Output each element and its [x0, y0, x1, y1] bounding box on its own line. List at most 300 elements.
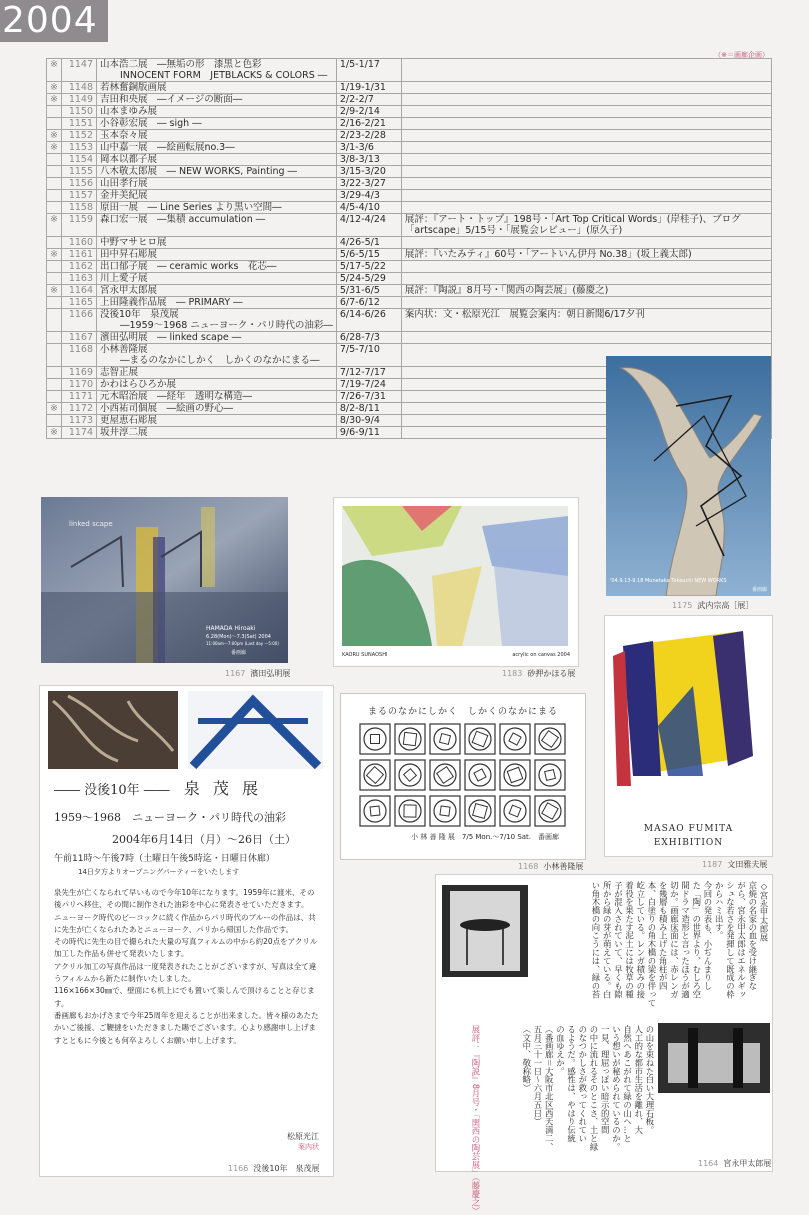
exhibition-title: [97, 202, 337, 214]
exhibition-note: 案内状：文・松原光江 展覧会案内：朝日新聞6/17夕刊: [401, 309, 771, 332]
title-text: 志智正展: [100, 367, 139, 378]
exhibition-title: [97, 367, 337, 379]
exhibition-dates: 3/15-3/20: [336, 166, 401, 178]
exhibition-number: 1168: [62, 344, 97, 367]
exhibition-note: [401, 202, 771, 214]
title-text: 小林善隆展: [100, 344, 148, 355]
grid-circle: [469, 728, 491, 750]
gallery-mark: ※: [47, 214, 62, 237]
gallery-mark: ※: [47, 249, 62, 261]
exhibition-title: [97, 249, 337, 261]
flyer-party: 14日夕方よりオープニングパーティーをいたします: [78, 868, 240, 876]
exhibition-number: 1155: [62, 166, 97, 178]
hamada-time: 11:00am〜7:00pm (Last day 〜5:00): [206, 641, 279, 646]
caption-text: 武内宗高［展］: [697, 601, 754, 610]
linked-scape-title: linked scape: [69, 520, 113, 528]
grid-inner-square: [440, 806, 450, 816]
kobayashi-flyer: [340, 693, 586, 860]
exhibition-note: [401, 154, 771, 166]
exhibition-dates: 4/5-4/10: [336, 202, 401, 214]
review-column: 人工的な都市生活を離れ、大: [633, 1025, 644, 1135]
review-column: 京焼の名家の血を受け継ぎな: [747, 881, 758, 991]
grid-circle: [364, 800, 386, 822]
caption-text: 没後10年 泉茂展: [253, 1164, 320, 1173]
review-column: からハミ出す。: [714, 881, 725, 940]
exhibition-dates: 9/6-9/11: [336, 427, 401, 439]
table-row: [47, 273, 772, 285]
exhibition-dates: 6/14-6/26: [336, 309, 401, 332]
exhibition-dates: 7/26-7/31: [336, 391, 401, 403]
title-text: 出口郁子展 ― ceramic works 花芯―: [100, 261, 277, 272]
flyer-heading-pre: ―― 没後10年 ――: [54, 783, 170, 798]
caption-number: 1166: [228, 1164, 249, 1173]
exhibition-number: 1161: [62, 249, 97, 261]
exhibition-note: [401, 190, 771, 202]
exhibition-dates: 2/9-2/14: [336, 106, 401, 118]
table-row: [47, 202, 772, 214]
exhibition-number: 1150: [62, 106, 97, 118]
photo-takeuchi: [606, 356, 771, 596]
exhibition-number: 1158: [62, 202, 97, 214]
title-text: 吉田和央展 ―イメージの断面―: [100, 94, 243, 105]
table-row: [47, 142, 772, 154]
gallery-mark: [47, 415, 62, 427]
gallery-mark: [47, 178, 62, 190]
exhibition-title: [97, 154, 337, 166]
review-column: 本、白塗りの角木橋の梁を伴って: [647, 881, 657, 1007]
exhibition-title: [97, 415, 337, 427]
exhibition-note: [401, 261, 771, 273]
exhibition-title: [97, 332, 337, 344]
exhibition-dates: 5/17-5/22: [336, 261, 401, 273]
exhibition-title: [97, 94, 337, 106]
review-column: い角木橋の向こうには、緑の苔: [591, 881, 601, 999]
title-text: 上田隆義作品展 ― PRIMARY ―: [100, 297, 243, 308]
izumi-flyer: [39, 685, 334, 1177]
flyer-date: 2004年6月14日（月）〜26日（土）: [112, 833, 296, 846]
exhibition-note: [401, 82, 771, 94]
title-text: 森口宏一展 ―集積 accumulation ―: [100, 214, 266, 225]
kobayashi-title: まるのなかにしかく しかくのなかにまる: [367, 707, 558, 717]
caption-1168: [518, 861, 583, 872]
grid-circle: [399, 764, 421, 786]
grid-circle: [399, 800, 421, 822]
grid-circle: [504, 764, 526, 786]
exhibition-note: [401, 118, 771, 130]
grid-circle: [469, 764, 491, 786]
review-column: 間ドラマ造形と言ったほうが適: [680, 881, 691, 999]
gallery-mark: [47, 106, 62, 118]
exhibition-dates: 3/8-3/13: [336, 154, 401, 166]
table-row: [47, 309, 772, 332]
exhibition-title: [97, 344, 337, 367]
review-credit: 展評：『陶説』8月号・「関西の陶芸展」（藤慶之）: [471, 1025, 481, 1215]
exhibition-title: [97, 403, 337, 415]
exhibition-dates: 5/31-6/5: [336, 285, 401, 297]
exhibition-title: [97, 142, 337, 154]
exhibition-dates: 1/5-1/17: [336, 59, 401, 82]
table-row: [47, 285, 772, 297]
table-row: [47, 190, 772, 202]
photo-fumita: [604, 615, 773, 857]
gallery-mark: ※: [47, 142, 62, 154]
title-text: 玉本奈々展: [100, 130, 148, 141]
title-text: 川上愛子展: [100, 273, 148, 284]
flyer-paragraph: アクリル加工の写真作品は一度発表されたことがございますが、写真は全て違うフィルムから新たに制作いたしました。: [54, 961, 317, 984]
review-column: 切か。画廊床面には、赤レンガ: [669, 881, 680, 999]
exhibition-dates: 3/1-3/6: [336, 142, 401, 154]
title-sub: INNOCENT FORM JETBLACKS & COLORS ―: [120, 70, 328, 81]
exhibition-dates: 4/12-4/24: [336, 214, 401, 237]
title-text: 没後10年 泉茂展: [100, 309, 179, 320]
grid-circle: [504, 800, 526, 822]
caption-text: 小林善隆展: [543, 862, 584, 871]
takeuchi-gallery: 番画廊: [751, 587, 767, 593]
exhibition-number: 1152: [62, 130, 97, 142]
exhibition-number: 1170: [62, 379, 97, 391]
exhibition-dates: 5/24-5/29: [336, 273, 401, 285]
grid-circle: [539, 764, 561, 786]
gallery-mark: [47, 166, 62, 178]
title-sub: ―まるのなかにしかく しかくのなかにまる―: [120, 355, 320, 366]
exhibition-dates: 2/16-2/21: [336, 118, 401, 130]
review-column: 自然へあこがれて緑の山へ…と: [622, 1025, 633, 1143]
grid-inner-square: [404, 769, 417, 782]
grid-inner-square: [371, 735, 380, 744]
exhibition-note: [401, 297, 771, 309]
grid-circle: [434, 728, 456, 750]
caption-number: 1183: [502, 669, 523, 678]
table-row: [47, 106, 772, 118]
gallery-mark: [47, 261, 62, 273]
grid-inner-square: [542, 731, 559, 748]
exhibition-dates: 6/7-6/12: [336, 297, 401, 309]
review-column: シュな若さを発揮して既成の枠: [725, 881, 736, 999]
grid-inner-square: [367, 767, 384, 784]
exhibition-number: 1171: [62, 391, 97, 403]
exhibition-title: [97, 214, 337, 237]
flyer-body: [54, 887, 322, 1047]
review-column: の中に流れるそのとこさ、土と緑: [589, 1025, 599, 1151]
gallery-mark: [47, 332, 62, 344]
review-column: の血ゆえか。: [555, 1025, 566, 1076]
exhibition-number: 1174: [62, 427, 97, 439]
review-column: （文中、敬称略）: [521, 1025, 532, 1093]
title-text: 更屋恵石彫展: [100, 415, 158, 426]
grid-circle: [504, 728, 526, 750]
exhibition-title: [97, 118, 337, 130]
table-row: [47, 118, 772, 130]
gallery-mark: ※: [47, 285, 62, 297]
grid-inner-square: [404, 805, 416, 817]
gallery-mark: [47, 379, 62, 391]
exhibition-dates: 3/29-4/3: [336, 190, 401, 202]
grid-circle: [434, 800, 456, 822]
exhibition-title: [97, 261, 337, 273]
exhibition-dates: 5/6-5/15: [336, 249, 401, 261]
exhibition-title: [97, 297, 337, 309]
flyer-subtitle: 1959〜1968 ニューヨーク・パリ時代の油彩: [54, 811, 286, 824]
flyer-paragraph: 泉先生が亡くなられて早いもので今年10年になります。1959年に渡米、その後パリへ移住、その間に制作された油彩を中心に発表させていただきます。: [54, 888, 315, 910]
exhibition-note: 展評：『アート・トップ』198号・「Art Top Critical Words」(岸桂子)、ブログ「artscape」5/15号・「展覧会レビュー」(原久子): [401, 214, 771, 237]
exhibition-title: [97, 391, 337, 403]
caption-1187: [702, 859, 767, 870]
caption-number: 1167: [225, 669, 246, 678]
title-text: かわはらひろか展: [100, 379, 177, 390]
gallery-mark: ※: [47, 403, 62, 415]
review-column: 着役を果たす泥土には牧草の種: [624, 881, 635, 999]
gallery-mark: [47, 344, 62, 367]
exhibition-number: 1156: [62, 178, 97, 190]
exhibition-note: [401, 106, 771, 118]
exhibition-number: 1163: [62, 273, 97, 285]
exhibition-title: [97, 273, 337, 285]
table-row: [47, 154, 772, 166]
gallery-mark: ※: [47, 130, 62, 142]
year-label: 2004: [2, 0, 98, 41]
caption-text: 砂押かほる展: [527, 669, 576, 678]
exhibition-title: [97, 285, 337, 297]
flyer-paragraph: 116×166×30㎜で、壁面にも机上にでも置いて楽しんで頂けることと存じます。: [54, 986, 315, 1008]
review-column: 屹立している。レンガ積みの接: [635, 881, 646, 999]
exhibition-title: [97, 59, 337, 82]
photo-sunaoshi: [333, 497, 579, 667]
exhibition-note: [401, 142, 771, 154]
review-column: るようだ。感性は、やはり伝統: [566, 1025, 577, 1143]
exhibition-dates: 1/19-1/31: [336, 82, 401, 94]
legend-note: （※＝画廊企画）: [714, 51, 769, 59]
exhibition-number: 1159: [62, 214, 97, 237]
review-column: 一見、理屈っぽい暗示的空間: [600, 1025, 611, 1135]
exhibition-number: 1149: [62, 94, 97, 106]
caption-1166: [228, 1163, 320, 1174]
grid-circle: [364, 728, 386, 750]
exhibition-number: 1151: [62, 118, 97, 130]
table-row: [47, 94, 772, 106]
review-column: （番画廊＝大阪市北区西天満二、: [544, 1025, 555, 1151]
gallery-mark: [47, 202, 62, 214]
exhibition-number: 1148: [62, 82, 97, 94]
exhibition-number: 1164: [62, 285, 97, 297]
grid-circle: [399, 728, 421, 750]
exhibition-title: [97, 106, 337, 118]
review-column: ◇宮永甲太郎展: [759, 881, 769, 942]
caption-number: 1168: [518, 862, 539, 871]
exhibition-title: [97, 309, 337, 332]
table-row: [47, 249, 772, 261]
exhibition-title: [97, 166, 337, 178]
gallery-mark: [47, 237, 62, 249]
grid-inner-square: [545, 770, 556, 781]
review-column: の山を束ねた白い大理石板。: [645, 1025, 655, 1135]
flyer-images: [48, 691, 323, 769]
exhibition-number: 1166: [62, 309, 97, 332]
exhibition-note: [401, 59, 771, 82]
title-sub: ―1959〜1968 ニューヨーク・パリ時代の油彩―: [120, 320, 333, 331]
title-text: 若林奮銅版画展: [100, 82, 167, 93]
title-text: 小西祐司個展 ―絵画の野心―: [100, 403, 234, 414]
review-column: を幾層も積み上げた角柱が四: [658, 881, 669, 991]
gallery-mark: [47, 391, 62, 403]
fumita-title-1: MASAO FUMITA: [643, 824, 734, 834]
signature-name: 松原光江: [287, 1132, 319, 1141]
takeuchi-text: '04.9.13-9.18 Munetaka Takeuchi NEW WORKS: [610, 578, 727, 584]
exhibition-number: 1153: [62, 142, 97, 154]
exhibition-number: 1154: [62, 154, 97, 166]
review-column: た「陶」の世界より、むしろ空: [691, 881, 702, 999]
grid-inner-square: [437, 767, 454, 784]
exhibition-dates: 7/12-7/17: [336, 367, 401, 379]
title-text: 宮永甲太郎展: [100, 285, 158, 296]
gallery-mark: [47, 309, 62, 332]
gallery-mark: ※: [47, 427, 62, 439]
sculpture-image: [606, 356, 771, 596]
flyer-paragraph: その時代に先生の目で撮られた大量の写真フィルムの中から約20点をアクリル加工した作品も併せて発表いたします。: [54, 937, 318, 959]
title-text: 元木昭治展 ―経年 透明な構造―: [100, 391, 253, 402]
exhibition-dates: 7/19-7/24: [336, 379, 401, 391]
exhibition-note: 展評：『いたみティ』60号・「アートいん伊丹 No.38」(坂上義太郎): [401, 249, 771, 261]
flyer-signature: [287, 1132, 319, 1152]
grid-inner-square: [509, 805, 521, 817]
review-photo-2: [658, 1023, 770, 1093]
exhibition-number: 1173: [62, 415, 97, 427]
gallery-mark: ※: [47, 94, 62, 106]
hamada-date: 6.28(Mon)〜7.3(Sat) 2004: [206, 634, 271, 640]
title-text: 中野マサヒロ展: [100, 237, 167, 248]
exhibition-dates: 2/2-2/7: [336, 94, 401, 106]
caption-text: 宮永甲太郎展: [723, 1159, 772, 1168]
exhibition-number: 1167: [62, 332, 97, 344]
exhibition-title: [97, 82, 337, 94]
title-text: 田中昇石彫展: [100, 249, 158, 260]
gallery-mark: [47, 367, 62, 379]
sunaoshi-medium: acrylic on canvas 2004: [512, 652, 570, 658]
exhibition-number: 1169: [62, 367, 97, 379]
exhibition-dates: 8/2-8/11: [336, 403, 401, 415]
title-text: 金井美紀展: [100, 190, 148, 201]
hamada-gallery: 番画廊: [231, 650, 247, 656]
review-column: いう想いが秘められているのか。: [611, 1025, 622, 1151]
fumita-painting: [613, 626, 763, 786]
sunaoshi-artist: KAORU SUNAOSHI: [342, 652, 388, 658]
grid-inner-square: [440, 734, 451, 745]
year-tab: [0, 0, 108, 42]
grid-inner-square: [474, 769, 486, 781]
exhibition-number: 1165: [62, 297, 97, 309]
review-photo-1: [442, 885, 528, 977]
grid-inner-square: [507, 767, 522, 782]
table-row: [47, 332, 772, 344]
fumita-title-2: EXHIBITION: [653, 838, 724, 848]
exhibition-dates: 4/26-5/1: [336, 237, 401, 249]
title-text: 坂井淳二展: [100, 427, 148, 438]
exhibition-number: 1172: [62, 403, 97, 415]
gallery-mark: [47, 118, 62, 130]
grid-circle: [469, 800, 491, 822]
hamada-name: HAMADA Hiroaki: [206, 625, 256, 632]
exhibition-note: [401, 273, 771, 285]
title-text: 山本浩二展 ―無垢の形 漆黒と色彩: [100, 59, 262, 70]
exhibition-dates: 8/30-9/4: [336, 415, 401, 427]
title-text: 山中嘉一展 ―絵画転展no.3―: [100, 142, 235, 153]
gallery-mark: ※: [47, 59, 62, 82]
title-text: 原田一展 ― Line Series より黒い空間―: [100, 202, 282, 213]
flyer-heading-main: 泉 茂 展: [183, 779, 262, 798]
gallery-mark: [47, 297, 62, 309]
review-column: 五月三十一日〜六月五日）: [533, 1025, 543, 1126]
table-row: [47, 237, 772, 249]
grid-inner-square: [472, 731, 488, 747]
flyer-time: 午前11時〜午後7時（土曜日午後5時迄・日曜日休廊）: [54, 854, 275, 864]
title-text: 濱田弘明展 ― linked scape ―: [100, 332, 242, 343]
title-text: 山田孝行展: [100, 178, 148, 189]
caption-number: 1164: [698, 1159, 719, 1168]
grid-inner-square: [403, 732, 416, 745]
title-text: 八木敬太郎展 ― NEW WORKS, Painting ―: [100, 166, 298, 177]
exhibition-dates: 3/22-3/27: [336, 178, 401, 190]
caption-text: 濱田弘明展: [250, 669, 291, 678]
caption-1175: [672, 600, 753, 611]
grid-inner-square: [509, 733, 521, 745]
exhibition-dates: 2/23-2/28: [336, 130, 401, 142]
review-column: のなつかしさが救ってくれてい: [577, 1025, 588, 1143]
caption-number: 1175: [672, 601, 693, 610]
exhibition-number: 1162: [62, 261, 97, 273]
caption-text: 文田雅夫展: [727, 860, 768, 869]
grid-inner-square: [473, 804, 488, 819]
kobayashi-footer: 小 林 善 隆 展 7/5 Mon.〜7/10 Sat. 番画廊: [411, 833, 560, 841]
exhibition-note: [401, 166, 771, 178]
caption-1183: [502, 668, 575, 679]
exhibition-dates: 7/5-7/10: [336, 344, 401, 367]
grid-circle: [539, 800, 561, 822]
flyer-heading: [54, 776, 262, 799]
table-row: [47, 130, 772, 142]
review-column: 子が混入されていて、早くも隙: [613, 881, 624, 999]
photo-hamada: [41, 497, 288, 663]
flyer-paragraph: 番画廊もおかげさまで今年25周年を迎えることが出来ました。皆々様のあたたかいご後援、ご鞭撻をいただきました賜でございます。心より感謝申し上げますとともに今後とも何卒よろしくお願い申し上げます。: [54, 1010, 319, 1045]
gallery-mark: ※: [47, 82, 62, 94]
exhibition-title: [97, 427, 337, 439]
caption-1164: [698, 1158, 771, 1169]
exhibition-title: [97, 130, 337, 142]
gallery-mark: [47, 190, 62, 202]
table-row: [47, 297, 772, 309]
grid-inner-square: [370, 806, 380, 816]
exhibition-number: 1160: [62, 237, 97, 249]
abstract-painting: [342, 506, 568, 646]
table-row: [47, 214, 772, 237]
exhibition-title: [97, 178, 337, 190]
title-text: 山本まゆみ展: [100, 106, 158, 117]
caption-number: 1187: [702, 860, 723, 869]
exhibition-note: [401, 130, 771, 142]
signature-note: 案内状: [298, 1143, 319, 1151]
table-row: [47, 59, 772, 82]
gallery-mark: [47, 273, 62, 285]
exhibition-note: [401, 94, 771, 106]
flyer-paragraph: ニューヨーク時代のビーコックに続く作品からパリ時代のブルーの作品は、共に先生が亡くなられたあとニューヨーク、パリから帰国した作品です。: [54, 912, 316, 934]
title-text: 岡本以都子展: [100, 154, 158, 165]
table-row: [47, 166, 772, 178]
table-row: [47, 261, 772, 273]
table-row: [47, 178, 772, 190]
exhibition-note: 展評：『陶説』8月号・「関西の陶芸展」(藤慶之): [401, 285, 771, 297]
gallery-mark: [47, 154, 62, 166]
exhibition-note: [401, 237, 771, 249]
exhibition-title: [97, 237, 337, 249]
review-column: がら、宮永甲太郎はエネルギッ: [736, 881, 747, 999]
